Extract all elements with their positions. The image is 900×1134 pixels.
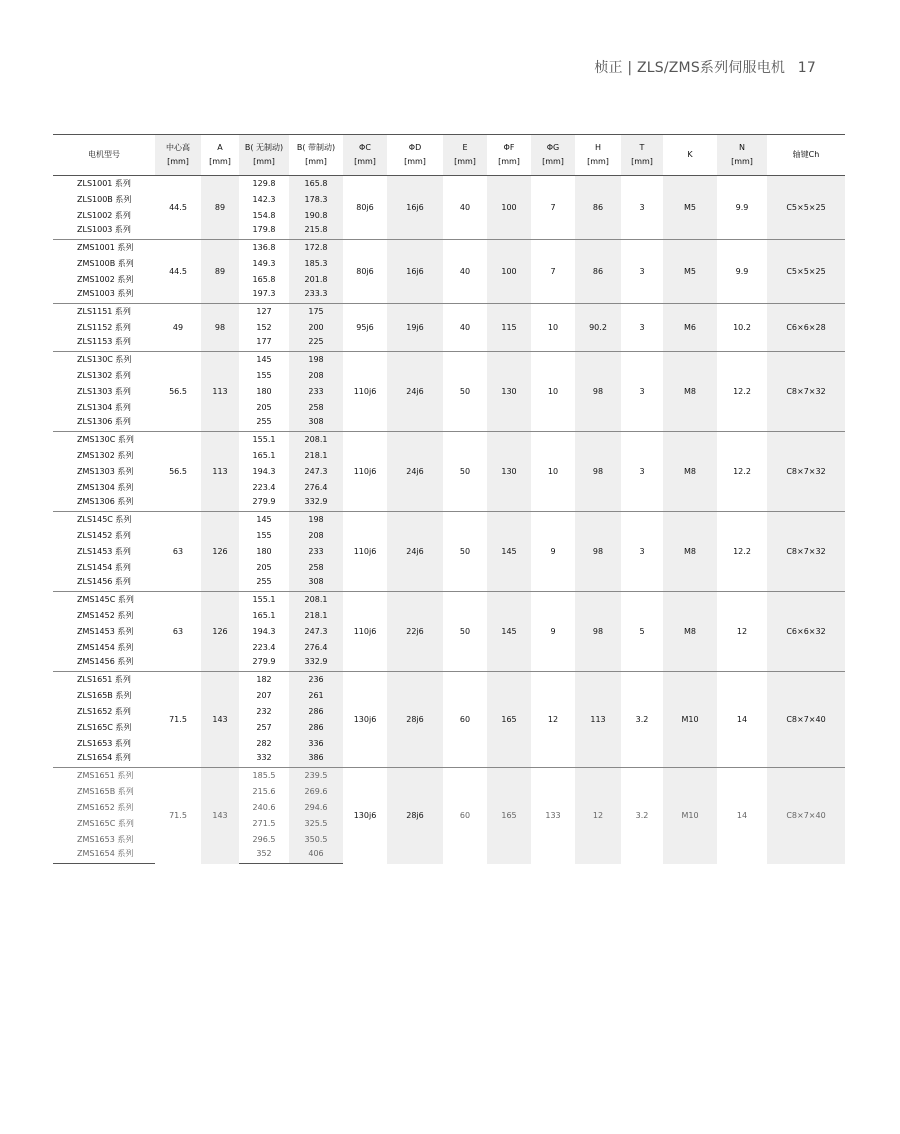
column-header-label: ΦD	[408, 143, 422, 152]
h-cell: 113	[575, 672, 621, 768]
b-no-brake-cell: 165.1	[252, 611, 276, 620]
b-brake-cell: 261	[289, 688, 343, 704]
column-header-phi-g	[531, 135, 575, 176]
b-no-brake-cell: 332	[256, 753, 272, 763]
model-cell: ZMS100B 系列	[77, 259, 134, 268]
column-header-unit: [mm]	[631, 157, 653, 166]
n-cell: 9.9	[717, 176, 767, 240]
phi-g-cell: 12	[531, 672, 575, 768]
column-header-label: B( 无制动)	[244, 143, 284, 152]
column-header-b-brake	[289, 135, 343, 176]
t-cell: 3	[621, 240, 663, 304]
phi-d-cell: 22j6	[387, 592, 443, 672]
phi-c-cell: 80j6	[343, 240, 387, 304]
b-no-brake-cell: 279.9	[252, 497, 276, 507]
table-row	[53, 176, 845, 192]
model-cell: ZLS1302 系列	[77, 371, 131, 380]
phi-d-cell: 28j6	[387, 672, 443, 768]
table-row	[53, 768, 845, 784]
model-cell: ZMS1303 系列	[77, 467, 134, 476]
phi-c-cell: 110j6	[343, 432, 387, 512]
n-cell: 14	[717, 672, 767, 768]
b-brake-cell: 336	[289, 736, 343, 752]
center-height-cell: 56.5	[155, 432, 201, 512]
column-header-label: T	[639, 143, 645, 152]
b-brake-cell: 286	[289, 704, 343, 720]
e-cell: 60	[443, 672, 487, 768]
b-brake-cell: 185.3	[289, 256, 343, 272]
model-cell: ZLS1306 系列	[77, 417, 131, 427]
column-header-unit: [mm]	[731, 157, 753, 166]
model-cell: ZLS1653 系列	[77, 739, 131, 748]
model-cell: ZLS1303 系列	[77, 387, 131, 396]
column-header-e	[443, 135, 487, 176]
n-cell: 12	[717, 592, 767, 672]
b-brake-cell: 215.8	[289, 224, 343, 240]
b-no-brake-cell: 194.3	[252, 467, 276, 476]
model-cell: ZMS1002 系列	[77, 275, 134, 284]
b-brake-cell: 172.8	[289, 240, 343, 256]
column-header-label: N	[739, 143, 745, 152]
model-cell: ZLS1456 系列	[77, 577, 131, 587]
h-cell: 86	[575, 176, 621, 240]
n-cell: 10.2	[717, 304, 767, 352]
b-brake-cell: 233.3	[289, 288, 343, 304]
model-cell: ZLS165C 系列	[77, 723, 132, 732]
b-no-brake-cell: 271.5	[252, 819, 276, 828]
column-header-unit: [mm]	[354, 157, 376, 166]
phi-f-cell: 130	[487, 352, 531, 432]
b-brake-cell: 308	[289, 576, 343, 592]
b-no-brake-cell: 232	[256, 707, 272, 716]
column-header-label: ΦF	[503, 143, 515, 152]
model-cell: ZMS1003 系列	[77, 289, 134, 299]
b-no-brake-cell: 154.8	[252, 211, 276, 220]
b-no-brake-cell: 180	[256, 387, 272, 396]
b-brake-cell: 350.5	[289, 832, 343, 848]
phi-g-cell: 7	[531, 176, 575, 240]
a-cell: 98	[201, 304, 239, 352]
model-cell: ZLS1003 系列	[77, 225, 131, 235]
phi-g-cell: 10	[531, 352, 575, 432]
n-cell: 12.2	[717, 512, 767, 592]
b-no-brake-cell: 197.3	[252, 289, 276, 299]
page-title: 桢正 | ZLS/ZMS系列伺服电机	[594, 60, 786, 76]
b-no-brake-cell: 279.9	[252, 657, 276, 667]
b-brake-cell: 218.1	[289, 448, 343, 464]
column-header-label: ΦG	[546, 143, 560, 152]
t-cell: 3	[621, 352, 663, 432]
b-brake-cell: 258	[289, 400, 343, 416]
column-header-h	[575, 135, 621, 176]
center-height-cell: 63	[155, 592, 201, 672]
model-cell: ZMS1453 系列	[77, 627, 134, 636]
a-cell: 126	[201, 512, 239, 592]
b-brake-cell: 276.4	[289, 480, 343, 496]
b-no-brake-cell: 182	[239, 672, 289, 688]
e-cell: 50	[443, 432, 487, 512]
b-brake-cell: 198	[289, 352, 343, 368]
column-header-label: E	[462, 143, 468, 152]
page-number: 17	[797, 60, 816, 76]
h-cell: 98	[575, 512, 621, 592]
phi-f-cell: 145	[487, 592, 531, 672]
h-cell: 90.2	[575, 304, 621, 352]
k-cell: M6	[663, 304, 717, 352]
b-no-brake-cell: 180	[256, 547, 272, 556]
phi-g-cell: 7	[531, 240, 575, 304]
column-header-k	[663, 135, 717, 176]
b-no-brake-cell: 223.4	[252, 643, 276, 652]
phi-g-cell: 10	[531, 432, 575, 512]
column-header-unit: [mm]	[209, 157, 231, 166]
column-header-unit: [mm]	[587, 157, 609, 166]
h-cell: 98	[575, 432, 621, 512]
phi-f-cell: 165	[487, 672, 531, 768]
b-brake-cell: 208	[289, 528, 343, 544]
model-cell: ZMS1302 系列	[77, 451, 134, 460]
b-brake-cell: 233	[289, 384, 343, 400]
b-brake-cell: 325.5	[289, 816, 343, 832]
column-header-phi-d	[387, 135, 443, 176]
table-row	[53, 512, 845, 528]
h-cell: 98	[575, 352, 621, 432]
column-header-t	[621, 135, 663, 176]
column-header-unit: [mm]	[167, 157, 189, 166]
b-brake-cell: 332.9	[289, 496, 343, 512]
center-height-cell: 44.5	[155, 176, 201, 240]
column-header-label: K	[687, 150, 693, 159]
b-no-brake-cell: 165.1	[252, 451, 276, 460]
b-brake-cell: 225	[289, 336, 343, 352]
e-cell: 60	[443, 768, 487, 864]
b-brake-cell: 332.9	[289, 656, 343, 672]
column-header-unit: [mm]	[542, 157, 564, 166]
a-cell: 89	[201, 176, 239, 240]
column-header-label: A	[217, 143, 223, 152]
b-brake-cell: 218.1	[289, 608, 343, 624]
b-no-brake-cell: 255	[256, 577, 272, 587]
column-header-label: ΦC	[359, 143, 371, 152]
shaft-key-cell: C8×7×32	[767, 352, 845, 432]
b-no-brake-cell: 142.3	[252, 195, 276, 204]
phi-f-cell: 145	[487, 512, 531, 592]
b-brake-cell: 208	[289, 368, 343, 384]
e-cell: 40	[443, 304, 487, 352]
model-cell: ZMS1653 系列	[77, 835, 134, 844]
t-cell: 3	[621, 512, 663, 592]
b-no-brake-cell: 282	[256, 739, 272, 748]
model-cell: ZLS1152 系列	[77, 323, 131, 332]
b-brake-cell: 258	[289, 560, 343, 576]
phi-f-cell: 165	[487, 768, 531, 864]
e-cell: 50	[443, 352, 487, 432]
model-cell: ZLS1654 系列	[77, 753, 131, 763]
b-no-brake-cell: 155	[256, 531, 272, 540]
page-header	[594, 57, 816, 77]
b-brake-cell: 208.1	[289, 432, 343, 448]
b-no-brake-cell: 352	[239, 848, 289, 864]
model-cell: ZMS130C 系列	[53, 432, 155, 448]
phi-c-cell: 130j6	[343, 768, 387, 864]
e-cell: 40	[443, 240, 487, 304]
model-cell: ZMS1651 系列	[53, 768, 155, 784]
a-cell: 89	[201, 240, 239, 304]
b-no-brake-cell: 177	[256, 337, 272, 347]
b-brake-cell: 200	[289, 320, 343, 336]
a-cell: 126	[201, 592, 239, 672]
phi-g-cell: 133	[531, 768, 575, 864]
t-cell: 5	[621, 592, 663, 672]
column-header-model	[53, 135, 155, 176]
model-cell: ZMS1452 系列	[77, 611, 134, 620]
model-cell: ZLS1153 系列	[77, 337, 131, 347]
b-brake-cell: 308	[289, 416, 343, 432]
column-header-unit: [mm]	[305, 157, 327, 166]
phi-f-cell: 100	[487, 240, 531, 304]
b-no-brake-cell: 149.3	[252, 259, 276, 268]
a-cell: 143	[201, 768, 239, 864]
b-no-brake-cell: 136.8	[239, 240, 289, 256]
b-no-brake-cell: 155.1	[239, 592, 289, 608]
b-no-brake-cell: 205	[256, 403, 272, 412]
b-brake-cell: 175	[289, 304, 343, 320]
phi-d-cell: 24j6	[387, 432, 443, 512]
b-brake-cell: 208.1	[289, 592, 343, 608]
shaft-key-cell: C8×7×32	[767, 432, 845, 512]
k-cell: M10	[663, 768, 717, 864]
b-no-brake-cell: 205	[256, 563, 272, 572]
model-cell: ZLS1304 系列	[77, 403, 131, 412]
b-brake-cell: 198	[289, 512, 343, 528]
model-cell: ZLS1453 系列	[77, 547, 131, 556]
b-no-brake-cell: 127	[239, 304, 289, 320]
model-cell: ZMS1306 系列	[77, 497, 134, 507]
model-cell: ZLS1002 系列	[77, 211, 131, 220]
b-no-brake-cell: 296.5	[252, 835, 276, 844]
spec-table	[53, 134, 845, 864]
phi-d-cell: 16j6	[387, 240, 443, 304]
phi-c-cell: 95j6	[343, 304, 387, 352]
shaft-key-cell: C6×6×32	[767, 592, 845, 672]
h-cell: 86	[575, 240, 621, 304]
model-cell: ZMS1001 系列	[53, 240, 155, 256]
k-cell: M8	[663, 352, 717, 432]
h-cell: 98	[575, 592, 621, 672]
b-no-brake-cell: 240.6	[252, 803, 276, 812]
e-cell: 40	[443, 176, 487, 240]
phi-c-cell: 130j6	[343, 672, 387, 768]
phi-f-cell: 130	[487, 432, 531, 512]
b-no-brake-cell: 257	[256, 723, 272, 732]
column-header-label: H	[594, 143, 601, 152]
shaft-key-cell: C5×5×25	[767, 240, 845, 304]
shaft-key-cell: C5×5×25	[767, 176, 845, 240]
model-cell: ZLS1001 系列	[53, 176, 155, 192]
n-cell: 14	[717, 768, 767, 864]
shaft-key-cell: C8×7×40	[767, 768, 845, 864]
table-header-row	[53, 135, 845, 176]
t-cell: 3.2	[621, 768, 663, 864]
table-row	[53, 592, 845, 608]
b-brake-cell: 190.8	[289, 208, 343, 224]
table-body	[53, 176, 845, 864]
b-brake-cell: 294.6	[289, 800, 343, 816]
h-cell: 12	[575, 768, 621, 864]
model-cell: ZMS1454 系列	[77, 643, 134, 652]
b-brake-cell: 178.3	[289, 192, 343, 208]
column-header-unit: [mm]	[253, 157, 275, 166]
b-no-brake-cell: 223.4	[252, 483, 276, 492]
t-cell: 3.2	[621, 672, 663, 768]
b-no-brake-cell: 155.1	[239, 432, 289, 448]
n-cell: 12.2	[717, 352, 767, 432]
shaft-key-cell: C8×7×32	[767, 512, 845, 592]
b-brake-cell: 239.5	[289, 768, 343, 784]
b-brake-cell: 269.6	[289, 784, 343, 800]
k-cell: M5	[663, 176, 717, 240]
b-brake-cell: 286	[289, 720, 343, 736]
t-cell: 3	[621, 176, 663, 240]
column-header-center-height	[155, 135, 201, 176]
k-cell: M10	[663, 672, 717, 768]
b-brake-cell: 165.8	[289, 176, 343, 192]
phi-d-cell: 16j6	[387, 176, 443, 240]
phi-c-cell: 110j6	[343, 592, 387, 672]
b-no-brake-cell: 179.8	[252, 225, 276, 235]
shaft-key-cell: C6×6×28	[767, 304, 845, 352]
column-header-a	[201, 135, 239, 176]
center-height-cell: 71.5	[155, 768, 201, 864]
b-no-brake-cell: 185.5	[239, 768, 289, 784]
shaft-key-cell: C8×7×40	[767, 672, 845, 768]
column-header-phi-c	[343, 135, 387, 176]
phi-c-cell: 110j6	[343, 512, 387, 592]
b-no-brake-cell: 145	[239, 352, 289, 368]
t-cell: 3	[621, 304, 663, 352]
b-no-brake-cell: 207	[256, 691, 272, 700]
a-cell: 143	[201, 672, 239, 768]
model-cell: ZMS1654 系列	[53, 848, 155, 864]
phi-g-cell: 9	[531, 512, 575, 592]
b-no-brake-cell: 255	[256, 417, 272, 427]
model-cell: ZLS165B 系列	[77, 691, 132, 700]
column-header-shaft-key	[767, 135, 845, 176]
model-cell: ZMS1456 系列	[77, 657, 134, 667]
phi-g-cell: 10	[531, 304, 575, 352]
model-cell: ZMS1652 系列	[77, 803, 134, 812]
column-header-label: 中心高	[166, 143, 190, 152]
table-row	[53, 240, 845, 256]
column-header-unit: [mm]	[498, 157, 520, 166]
k-cell: M8	[663, 512, 717, 592]
phi-c-cell: 110j6	[343, 352, 387, 432]
b-no-brake-cell: 215.6	[252, 787, 276, 796]
table-row	[53, 304, 845, 320]
model-cell: ZMS165B 系列	[77, 787, 134, 796]
k-cell: M8	[663, 432, 717, 512]
column-header-unit: [mm]	[454, 157, 476, 166]
table-row	[53, 432, 845, 448]
b-brake-cell: 236	[289, 672, 343, 688]
column-header-b-no-brake	[239, 135, 289, 176]
column-header-phi-f	[487, 135, 531, 176]
model-cell: ZLS130C 系列	[53, 352, 155, 368]
b-no-brake-cell: 165.8	[252, 275, 276, 284]
table-row	[53, 352, 845, 368]
phi-d-cell: 24j6	[387, 352, 443, 432]
b-no-brake-cell: 152	[256, 323, 272, 332]
b-no-brake-cell: 129.8	[239, 176, 289, 192]
phi-f-cell: 100	[487, 176, 531, 240]
phi-c-cell: 80j6	[343, 176, 387, 240]
table-row	[53, 672, 845, 688]
t-cell: 3	[621, 432, 663, 512]
phi-d-cell: 19j6	[387, 304, 443, 352]
b-brake-cell: 247.3	[289, 624, 343, 640]
b-brake-cell: 201.8	[289, 272, 343, 288]
b-brake-cell: 276.4	[289, 640, 343, 656]
a-cell: 113	[201, 352, 239, 432]
column-header-label: 电机型号	[88, 150, 120, 159]
model-cell: ZLS1151 系列	[53, 304, 155, 320]
b-brake-cell: 386	[289, 752, 343, 768]
n-cell: 12.2	[717, 432, 767, 512]
center-height-cell: 56.5	[155, 352, 201, 432]
model-cell: ZLS1651 系列	[53, 672, 155, 688]
column-header-label: B( 带制动)	[296, 143, 336, 152]
column-header-unit: [mm]	[404, 157, 426, 166]
k-cell: M5	[663, 240, 717, 304]
phi-d-cell: 28j6	[387, 768, 443, 864]
center-height-cell: 44.5	[155, 240, 201, 304]
phi-g-cell: 9	[531, 592, 575, 672]
center-height-cell: 71.5	[155, 672, 201, 768]
b-brake-cell: 247.3	[289, 464, 343, 480]
model-cell: ZLS100B 系列	[77, 195, 132, 204]
model-cell: ZLS1452 系列	[77, 531, 131, 540]
k-cell: M8	[663, 592, 717, 672]
phi-f-cell: 115	[487, 304, 531, 352]
model-cell: ZLS145C 系列	[53, 512, 155, 528]
b-brake-cell: 233	[289, 544, 343, 560]
b-no-brake-cell: 155	[256, 371, 272, 380]
model-cell: ZMS165C 系列	[77, 819, 134, 828]
center-height-cell: 49	[155, 304, 201, 352]
b-brake-cell: 406	[289, 848, 343, 864]
center-height-cell: 63	[155, 512, 201, 592]
model-cell: ZMS145C 系列	[53, 592, 155, 608]
model-cell: ZLS1454 系列	[77, 563, 131, 572]
b-no-brake-cell: 194.3	[252, 627, 276, 636]
n-cell: 9.9	[717, 240, 767, 304]
a-cell: 113	[201, 432, 239, 512]
e-cell: 50	[443, 512, 487, 592]
model-cell: ZLS1652 系列	[77, 707, 131, 716]
column-header-n	[717, 135, 767, 176]
phi-d-cell: 24j6	[387, 512, 443, 592]
model-cell: ZMS1304 系列	[77, 483, 134, 492]
b-no-brake-cell: 145	[239, 512, 289, 528]
e-cell: 50	[443, 592, 487, 672]
column-header-label: 轴键Ch	[792, 150, 820, 159]
